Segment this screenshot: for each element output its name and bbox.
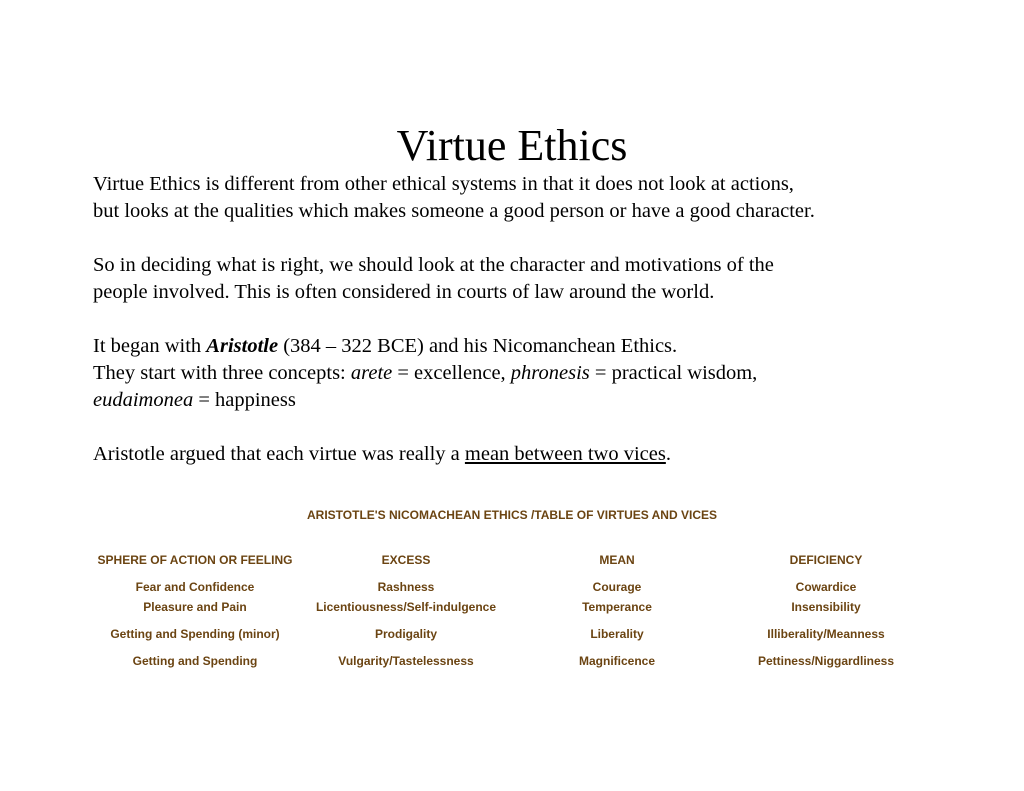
cell-sphere: Fear and Confidence xyxy=(135,580,255,594)
paragraph-line: people involved. This is often considered in courts of law around the world. xyxy=(93,281,715,303)
text-segment: (384 – 322 BCE) and his Nicomanchean Ethics. xyxy=(278,335,678,357)
text-segment: = practical wisdom, xyxy=(589,362,758,384)
cell-deficiency: Pettiness/Niggardliness xyxy=(757,654,895,668)
paragraph-line xyxy=(93,387,973,414)
page-title: Virtue Ethics xyxy=(396,121,628,170)
header-mean: MEAN xyxy=(599,553,635,567)
cell-excess: Prodigality xyxy=(374,627,437,641)
paragraph-intro xyxy=(93,171,973,225)
text-segment: It began with xyxy=(93,335,207,357)
paragraph-line xyxy=(93,333,973,360)
paragraph-line: Virtue Ethics is different from other ethical systems in that it does not look at actions, xyxy=(93,173,794,195)
paragraph-deciding xyxy=(93,252,973,306)
table-header-row xyxy=(95,543,935,577)
paragraph-line: So in deciding what is right, we should look at the character and motivations of the xyxy=(93,254,774,276)
header-deficiency: DEFICIENCY xyxy=(789,553,863,567)
text-segment: = excellence, xyxy=(392,362,511,384)
paragraph-mean xyxy=(93,441,973,468)
paragraph-line: but looks at the qualities which makes someone a good person or have a good character. xyxy=(93,200,815,222)
virtues-table xyxy=(95,543,935,671)
text-segment: They start with three concepts: xyxy=(93,362,351,384)
paragraph-aristotle xyxy=(93,333,973,414)
cell-excess: Vulgarity/Tastelessness xyxy=(338,654,474,668)
term-arete: arete xyxy=(350,362,393,384)
paragraph-line xyxy=(93,441,973,468)
aristotle-name: Aristotle xyxy=(206,335,279,357)
table-row xyxy=(95,577,935,597)
cell-deficiency: Cowardice xyxy=(795,580,857,594)
cell-mean: Temperance xyxy=(582,600,652,614)
cell-mean: Liberality xyxy=(590,627,644,641)
term-eudaimonea: eudaimonea xyxy=(93,389,194,411)
table-row xyxy=(95,617,935,651)
cell-excess: Licentiousness/Self-indulgence xyxy=(315,600,497,614)
text-segment: Aristotle argued that each virtue was really a xyxy=(93,443,465,465)
header-sphere: SPHERE OF ACTION OR FEELING xyxy=(97,553,293,567)
cell-mean: Magnificence xyxy=(578,654,656,668)
table-title: ARISTOTLE'S NICOMACHEAN ETHICS /TABLE OF VIRTUES AND VICES xyxy=(307,508,717,522)
mean-between-two-vices: mean between two vices xyxy=(464,443,666,465)
cell-sphere: Getting and Spending (minor) xyxy=(110,627,280,641)
cell-mean: Courage xyxy=(592,580,642,594)
table-row xyxy=(95,651,935,671)
cell-sphere: Pleasure and Pain xyxy=(143,600,247,614)
text-segment: . xyxy=(665,443,671,465)
cell-deficiency: Insensibility xyxy=(791,600,861,614)
cell-deficiency: Illiberality/Meanness xyxy=(767,627,885,641)
paragraph-line xyxy=(93,360,973,387)
text-segment: = happiness xyxy=(193,389,296,411)
table-row xyxy=(95,597,935,617)
term-phronesis: phronesis xyxy=(510,362,590,384)
header-excess: EXCESS xyxy=(381,553,431,567)
cell-excess: Rashness xyxy=(377,580,435,594)
cell-sphere: Getting and Spending xyxy=(132,654,258,668)
body-text xyxy=(93,171,973,468)
